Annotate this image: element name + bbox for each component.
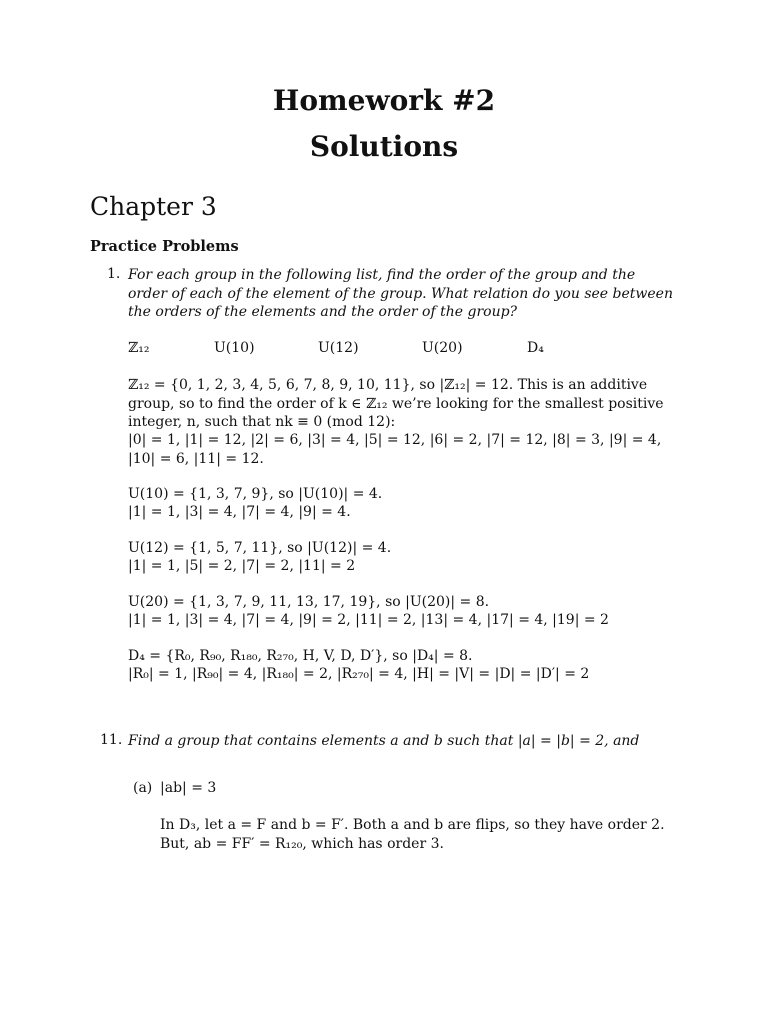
chapter-heading: Chapter 3 (90, 192, 217, 221)
u20-orders: |1| = 1, |3| = 4, |7| = 4, |9| = 2, |11| = 2, |13| = 4, |17| = 4, |19| = 2 (128, 612, 609, 628)
u10-definition: U(10) = {1, 3, 7, 9}, so |U(10)| = 4. (128, 486, 383, 502)
problem-1-number: 1. (107, 266, 121, 282)
document-subtitle: Solutions (309, 130, 459, 163)
u10-orders: |1| = 1, |3| = 4, |7| = 4, |9| = 4. (128, 504, 351, 520)
z12-orders: |0| = 1, |1| = 12, |2| = 6, |3| = 4, |5| = 12, |6| = 2, |7| = 12, |8| = 3, |9| = 4, |10| = 6, |11| = 12. (128, 432, 662, 467)
d4-orders: |R₀| = 1, |R₉₀| = 4, |R₁₈₀| = 2, |R₂₇₀| = 4, |H| = |V| = |D| = |D′| = 2 (128, 666, 590, 682)
section-heading: Practice Problems (90, 238, 239, 255)
u12-orders: |1| = 1, |5| = 2, |7| = 2, |11| = 2 (128, 558, 356, 574)
group-u20: U(20) (422, 340, 463, 356)
problem-11-number: 11. (100, 732, 123, 748)
group-d4: D₄ (527, 340, 544, 356)
part-a-solution: In D₃, let a = F and b = F′. Both a and b are flips, so they have order 2. But, ab = FF′ = R₁₂₀, which has order 3. (160, 817, 665, 852)
problem-1-prompt: For each group in the following list, find the order of the group and the order of each of the element of the group. What relation do you see between the orders of the elements and the order of the group? (128, 267, 673, 320)
group-z12: ℤ₁₂ (128, 340, 150, 356)
document-title: Homework #2 (272, 84, 496, 117)
z12-definition: ℤ₁₂ = {0, 1, 2, 3, 4, 5, 6, 7, 8, 9, 10, 11}, so |ℤ₁₂| = 12. This is an additive group, so to find the order of k ∈ ℤ₁₂ we’re looking for the smallest positive integer, n, such that nk ≡ 0 (mod 12): (128, 377, 664, 430)
group-u12: U(12) (318, 340, 359, 356)
part-a-label: (a) (133, 780, 153, 796)
u20-definition: U(20) = {1, 3, 7, 9, 11, 13, 17, 19}, so |U(20)| = 8. (128, 594, 490, 610)
part-a-condition: |ab| = 3 (160, 780, 217, 796)
u12-definition: U(12) = {1, 5, 7, 11}, so |U(12)| = 4. (128, 540, 392, 556)
d4-definition: D₄ = {R₀, R₉₀, R₁₈₀, R₂₇₀, H, V, D, D′}, so |D₄| = 8. (128, 648, 473, 664)
group-u10: U(10) (214, 340, 255, 356)
problem-11-prompt: Find a group that contains elements a and b such that |a| = |b| = 2, and (128, 733, 640, 749)
